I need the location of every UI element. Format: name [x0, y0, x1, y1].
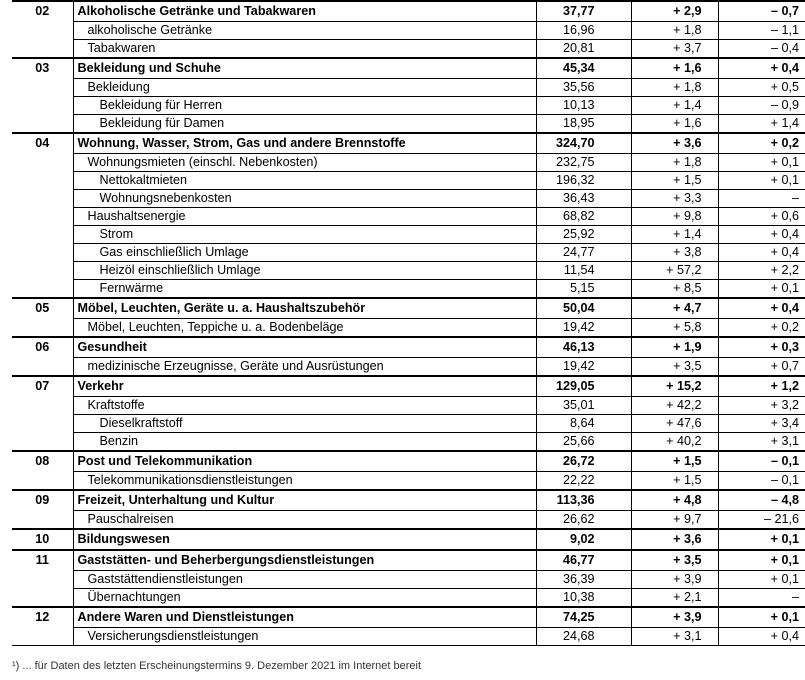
change-mom-value: + 0,1	[718, 154, 805, 172]
change-mom-value: – 21,6	[763, 512, 799, 526]
weight-value: 36,39	[536, 571, 631, 589]
category-label: Übernachtungen	[73, 589, 536, 608]
category-label: Möbel, Leuchten, Geräte u. a. Haushaltszubehör	[73, 298, 536, 319]
change-mom-value: + 0,1	[718, 571, 805, 589]
change-mom-value: + 0,4	[718, 298, 805, 319]
weight-value: 74,25	[536, 607, 631, 628]
change-mom-value: + 0,7	[770, 359, 799, 373]
subcategory-row	[12, 415, 805, 433]
change-mom-value: + 3,4	[718, 415, 805, 433]
category-code	[12, 589, 73, 608]
change-yoy-value: + 40,2	[631, 433, 718, 452]
change-mom-value: – 0,1	[718, 451, 805, 472]
change-mom-value: – 1,1	[718, 22, 805, 40]
weight-value: 324,70	[536, 133, 631, 154]
weight-value: 9,02	[536, 529, 631, 550]
category-row	[12, 607, 805, 628]
change-yoy-value: + 1,6	[631, 115, 718, 134]
change-yoy-value: + 3,8	[631, 244, 718, 262]
price-table-container	[12, 0, 805, 646]
category-code: 03	[12, 58, 73, 79]
subcategory-row	[12, 280, 805, 299]
category-code	[12, 571, 73, 589]
category-code	[12, 319, 73, 338]
change-yoy-value: + 1,4	[631, 226, 718, 244]
category-code	[12, 511, 73, 530]
price-index-table	[12, 0, 805, 646]
category-label: Fernwärme	[73, 280, 536, 299]
change-mom-value: + 0,1	[770, 281, 799, 295]
change-mom-value: + 0,2	[718, 133, 805, 154]
change-yoy-value: + 1,5	[631, 451, 718, 472]
change-yoy-value: + 1,8	[631, 22, 718, 40]
weight-value: 26,62	[536, 511, 631, 530]
weight-value: 46,77	[536, 550, 631, 571]
change-yoy-value: + 2,9	[631, 1, 718, 22]
subcategory-row	[12, 472, 805, 491]
category-label: Gaststätten- und Beherbergungsdienstleistungen	[73, 550, 536, 571]
change-mom-value: + 2,2	[718, 262, 805, 280]
weight-value: 37,77	[536, 1, 631, 22]
subcategory-row	[12, 628, 805, 646]
weight-value: 113,36	[536, 490, 631, 511]
category-code	[12, 628, 73, 646]
category-row	[12, 1, 805, 22]
category-code	[12, 358, 73, 377]
category-label: Gas einschließlich Umlage	[73, 244, 536, 262]
change-yoy-value: + 42,2	[631, 397, 718, 415]
category-code	[12, 415, 73, 433]
category-code	[12, 280, 73, 299]
change-yoy-value: + 8,5	[631, 280, 718, 299]
change-mom-value: + 0,4	[718, 226, 805, 244]
change-yoy-value: + 3,6	[631, 133, 718, 154]
change-yoy-value: + 3,5	[631, 550, 718, 571]
category-label: Bildungswesen	[73, 529, 536, 550]
category-label: Haushaltsenergie	[73, 208, 536, 226]
category-row	[12, 550, 805, 571]
change-yoy-value: + 3,1	[631, 628, 718, 646]
weight-value: 25,66	[536, 433, 631, 452]
category-code: 12	[12, 607, 73, 628]
category-row	[12, 298, 805, 319]
change-mom-value: + 0,1	[718, 550, 805, 571]
category-label: Gesundheit	[73, 337, 536, 358]
category-label: Wohnungsnebenkosten	[73, 190, 536, 208]
change-mom-value: + 0,5	[718, 79, 805, 97]
weight-value: 196,32	[536, 172, 631, 190]
change-yoy-value: + 2,1	[631, 589, 718, 608]
category-code	[12, 97, 73, 115]
change-mom-value: + 1,2	[718, 376, 805, 397]
change-yoy-value: + 9,8	[631, 208, 718, 226]
category-label: Telekommunikationsdienstleistungen	[73, 472, 536, 491]
change-mom-value: + 0,4	[718, 628, 805, 646]
category-label: Bekleidung für Herren	[73, 97, 536, 115]
category-label: Nettokaltmieten	[73, 172, 536, 190]
category-code	[12, 244, 73, 262]
change-mom-value: –	[718, 190, 805, 208]
category-label: Versicherungsdienstleistungen	[73, 628, 536, 646]
change-mom-value: – 0,7	[718, 1, 805, 22]
change-yoy-value: + 1,4	[631, 97, 718, 115]
category-code: 02	[12, 1, 73, 22]
weight-value: 11,54	[536, 262, 631, 280]
category-row	[12, 376, 805, 397]
category-code	[12, 190, 73, 208]
change-mom-value: + 0,2	[770, 320, 799, 334]
weight-value: 35,56	[536, 79, 631, 97]
weight-value: 10,38	[536, 589, 631, 608]
category-label: Kraftstoffe	[73, 397, 536, 415]
subcategory-row	[12, 397, 805, 415]
category-code	[12, 397, 73, 415]
category-row	[12, 133, 805, 154]
change-yoy-value: + 9,7	[631, 511, 718, 530]
subcategory-row	[12, 511, 805, 530]
category-code: 11	[12, 550, 73, 571]
subcategory-row	[12, 40, 805, 59]
subcategory-row	[12, 154, 805, 172]
change-mom-value: – 0,9	[718, 97, 805, 115]
category-code	[12, 208, 73, 226]
table-body	[12, 1, 805, 646]
subcategory-row	[12, 262, 805, 280]
category-label: Möbel, Leuchten, Teppiche u. a. Bodenbeläge	[73, 319, 536, 338]
change-yoy-value: + 1,8	[631, 79, 718, 97]
weight-value: 46,13	[536, 337, 631, 358]
category-label: Wohnungsmieten (einschl. Nebenkosten)	[73, 154, 536, 172]
change-yoy-value: + 4,7	[631, 298, 718, 319]
subcategory-row	[12, 208, 805, 226]
weight-value: 25,92	[536, 226, 631, 244]
category-code: 10	[12, 529, 73, 550]
category-label: Pauschalreisen	[73, 511, 536, 530]
change-yoy-value: + 3,6	[631, 529, 718, 550]
category-code	[12, 154, 73, 172]
category-row	[12, 451, 805, 472]
category-code	[12, 172, 73, 190]
weight-value: 24,77	[536, 244, 631, 262]
weight-value: 10,13	[536, 97, 631, 115]
category-code	[12, 433, 73, 452]
weight-value: 24,68	[536, 628, 631, 646]
footnote: ¹) ... für Daten des letzten Erscheinungstermins 9. Dezember 2021 im Internet bereit	[12, 660, 422, 672]
category-label: Bekleidung	[73, 79, 536, 97]
category-label: Gaststättendienstleistungen	[73, 571, 536, 589]
category-code	[12, 226, 73, 244]
category-code: 04	[12, 133, 73, 154]
change-mom-value: + 0,1	[718, 529, 805, 550]
category-row	[12, 58, 805, 79]
subcategory-row	[12, 244, 805, 262]
category-code: 05	[12, 298, 73, 319]
weight-value: 20,81	[536, 40, 631, 59]
change-yoy-value: + 4,8	[631, 490, 718, 511]
category-code	[12, 22, 73, 40]
change-mom-value: + 0,3	[718, 337, 805, 358]
weight-value: 36,43	[536, 190, 631, 208]
change-yoy-value: + 1,9	[631, 337, 718, 358]
change-yoy-value: + 47,6	[631, 415, 718, 433]
subcategory-row	[12, 226, 805, 244]
change-yoy-value: + 3,9	[631, 571, 718, 589]
change-yoy-value: + 3,9	[631, 607, 718, 628]
weight-value: 232,75	[536, 154, 631, 172]
subcategory-row	[12, 589, 805, 608]
change-mom-value: – 0,1	[770, 473, 799, 487]
weight-value: 19,42	[536, 319, 631, 338]
category-label: alkoholische Getränke	[73, 22, 536, 40]
category-code: 06	[12, 337, 73, 358]
category-label: Bekleidung für Damen	[73, 115, 536, 134]
change-mom-value: + 1,4	[770, 116, 799, 130]
change-yoy-value: + 15,2	[631, 376, 718, 397]
change-yoy-value: + 5,8	[631, 319, 718, 338]
weight-value: 16,96	[536, 22, 631, 40]
subcategory-row	[12, 358, 805, 377]
category-label: Bekleidung und Schuhe	[73, 58, 536, 79]
subcategory-row	[12, 172, 805, 190]
category-label: Heizöl einschließlich Umlage	[73, 262, 536, 280]
weight-value: 35,01	[536, 397, 631, 415]
change-mom-value: – 4,8	[718, 490, 805, 511]
change-yoy-value: + 3,7	[631, 40, 718, 59]
change-yoy-value: + 1,5	[631, 172, 718, 190]
subcategory-row	[12, 22, 805, 40]
subcategory-row	[12, 319, 805, 338]
category-label: Freizeit, Unterhaltung und Kultur	[73, 490, 536, 511]
category-code: 09	[12, 490, 73, 511]
weight-value: 26,72	[536, 451, 631, 472]
change-mom-value: + 0,4	[718, 58, 805, 79]
change-yoy-value: + 3,3	[631, 190, 718, 208]
weight-value: 5,15	[536, 280, 631, 299]
subcategory-row	[12, 115, 805, 134]
weight-value: 68,82	[536, 208, 631, 226]
change-yoy-value: + 57,2	[631, 262, 718, 280]
category-label: Verkehr	[73, 376, 536, 397]
weight-value: 22,22	[536, 472, 631, 491]
category-label: Benzin	[73, 433, 536, 452]
subcategory-row	[12, 79, 805, 97]
category-code: 08	[12, 451, 73, 472]
weight-value: 8,64	[536, 415, 631, 433]
category-code: 07	[12, 376, 73, 397]
change-yoy-value: + 1,6	[631, 58, 718, 79]
subcategory-row	[12, 190, 805, 208]
category-code	[12, 472, 73, 491]
change-mom-value: + 0,4	[718, 244, 805, 262]
weight-value: 50,04	[536, 298, 631, 319]
change-mom-value: + 3,1	[770, 434, 799, 448]
category-label: Post und Telekommunikation	[73, 451, 536, 472]
change-mom-value: + 0,1	[718, 172, 805, 190]
weight-value: 45,34	[536, 58, 631, 79]
category-label: Andere Waren und Dienstleistungen	[73, 607, 536, 628]
weight-value: 19,42	[536, 358, 631, 377]
category-row	[12, 529, 805, 550]
category-label: Wohnung, Wasser, Strom, Gas und andere Brennstoffe	[73, 133, 536, 154]
change-mom-value: + 0,1	[718, 607, 805, 628]
category-label: Strom	[73, 226, 536, 244]
change-mom-value: –	[791, 590, 799, 604]
category-code	[12, 40, 73, 59]
change-yoy-value: + 1,8	[631, 154, 718, 172]
subcategory-row	[12, 433, 805, 452]
category-label: Dieselkraftstoff	[73, 415, 536, 433]
subcategory-row	[12, 571, 805, 589]
change-mom-value: + 3,2	[718, 397, 805, 415]
category-row	[12, 337, 805, 358]
category-code	[12, 262, 73, 280]
change-mom-value: + 0,6	[718, 208, 805, 226]
change-yoy-value: + 1,5	[631, 472, 718, 491]
category-code	[12, 115, 73, 134]
category-code	[12, 79, 73, 97]
category-row	[12, 490, 805, 511]
category-label: Alkoholische Getränke und Tabakwaren	[73, 1, 536, 22]
weight-value: 129,05	[536, 376, 631, 397]
change-yoy-value: + 3,5	[631, 358, 718, 377]
subcategory-row	[12, 97, 805, 115]
category-label: Tabakwaren	[73, 40, 536, 59]
weight-value: 18,95	[536, 115, 631, 134]
category-label: medizinische Erzeugnisse, Geräte und Ausrüstungen	[73, 358, 536, 377]
change-mom-value: – 0,4	[770, 41, 799, 55]
